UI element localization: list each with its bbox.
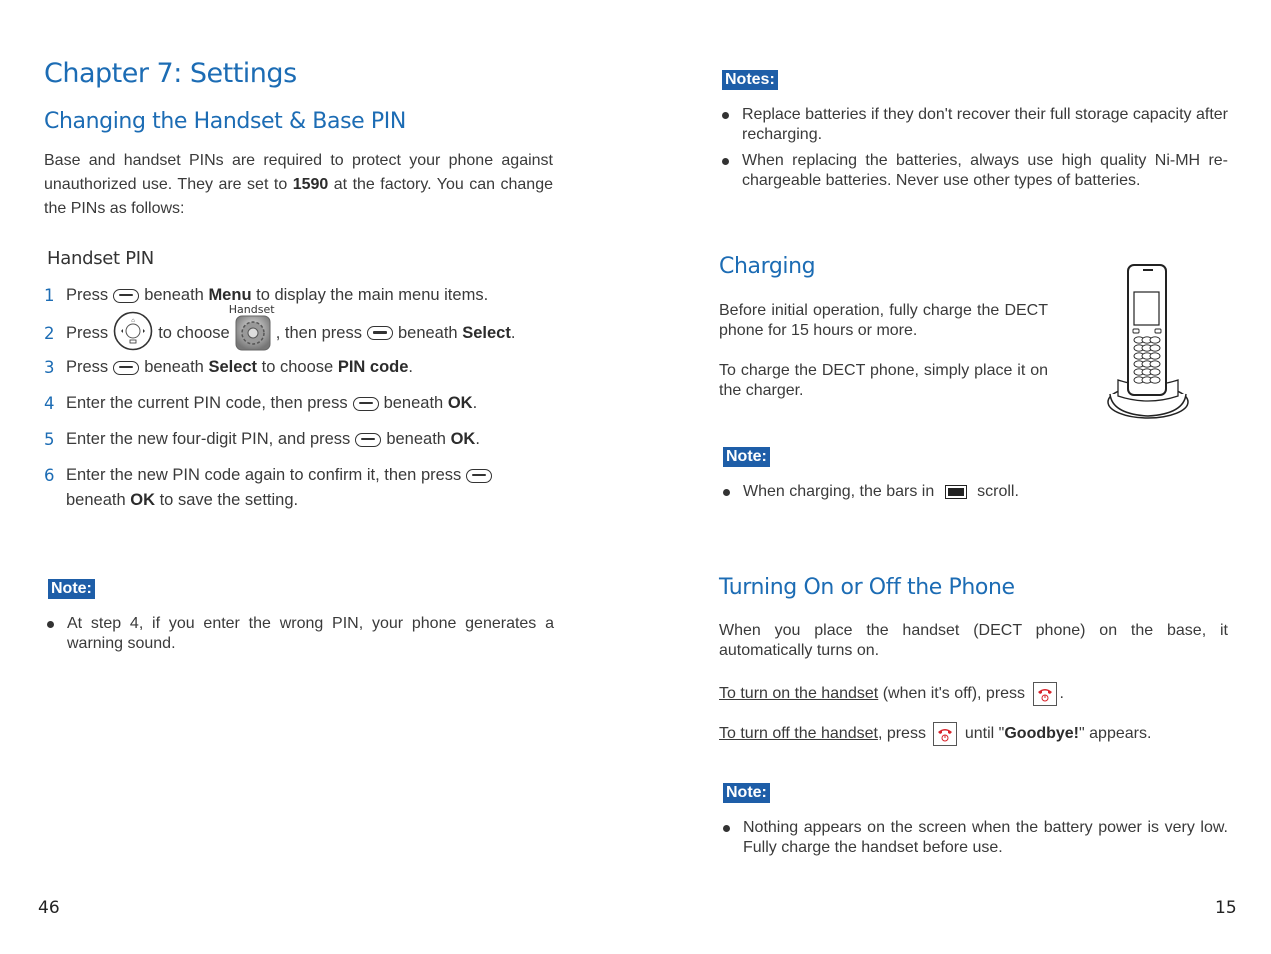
charging-note-badge: Note: xyxy=(723,447,770,467)
note-bullet: At step 4, if you enter the wrong PIN, your phone generates a warning sound. xyxy=(67,614,554,654)
svg-text:⌂: ⌂ xyxy=(131,317,135,324)
soft-key-icon xyxy=(353,397,379,411)
charging-note-bullet: When charging, the bars in scroll. xyxy=(743,482,1229,502)
battery-icon xyxy=(945,485,967,499)
charging-paragraph-2: To charge the DECT phone, simply place it on the charger. xyxy=(719,362,1048,399)
navigation-key-icon xyxy=(113,311,153,356)
notes-badge: Notes: xyxy=(722,70,778,90)
soft-key-icon xyxy=(466,469,492,483)
step-6-continued: beneath OK to save the setting. xyxy=(66,491,299,509)
step-number: 2 xyxy=(44,323,55,343)
section-title: Changing the Handset & Base PIN xyxy=(44,109,406,134)
handset-icon-label: Handset xyxy=(228,303,275,316)
step-3: 3 Press beneath Select to choose PIN code . xyxy=(44,358,414,377)
step-4: 4 Enter the current PIN code, then press beneath OK . xyxy=(44,394,478,413)
bullet-icon xyxy=(722,112,729,119)
bullet-icon xyxy=(722,158,729,165)
power-end-key-icon xyxy=(933,722,957,746)
phone-on-charger-image xyxy=(1104,262,1194,427)
right-page xyxy=(636,0,1271,954)
bullet-icon xyxy=(723,825,730,832)
charging-paragraph-1: Before initial operation, fully charge the DECT phone for 15 hours or more. xyxy=(719,302,1048,339)
bullet-icon xyxy=(723,489,730,496)
handset-settings-icon xyxy=(228,303,275,351)
soft-key-icon xyxy=(113,361,139,375)
power-paragraph: When you place the handset (DECT phone) on the base, it automatically turns on. xyxy=(719,622,1228,659)
turn-on-line: To turn on the handset (when it's off), press . xyxy=(719,682,1064,706)
intro-paragraph: Base and handset PINs are required to protect your phone against unauthorized use. They are set to 1590 at the factory. You can change the PINs as follows: xyxy=(44,152,554,217)
soft-key-icon xyxy=(113,289,139,303)
turn-on-link: To turn on the handset xyxy=(719,685,879,703)
note-bullet-1: Replace batteries if they don't recover their full storage capacity after recharging. xyxy=(742,105,1228,145)
power-note-badge: Note: xyxy=(723,783,770,803)
note-badge: Note: xyxy=(48,579,95,599)
step-number: 6 xyxy=(44,466,55,485)
soft-key-icon xyxy=(355,433,381,447)
note-bullet-2: When replacing the batteries, always use high quality Ni-MH re-chargeable batteries. Never use other types of batteries. xyxy=(742,151,1228,191)
step-1: 1 Press beneath Menu to display the main menu items. xyxy=(44,286,489,305)
step-2: 2 Press ⌂ to choose Handset , then press beneath Select . xyxy=(44,314,515,352)
chapter-title: Chapter 7: Settings xyxy=(44,58,297,89)
charging-title: Charging xyxy=(719,254,816,279)
step-number: 3 xyxy=(44,358,55,377)
factory-pin: 1590 xyxy=(292,176,329,193)
handset-pin-subheading: Handset PIN xyxy=(47,248,154,269)
page-number-right: 15 xyxy=(1215,898,1237,918)
page-number-left: 46 xyxy=(38,898,60,918)
turn-off-link: To turn off the handset xyxy=(719,725,878,743)
power-title: Turning On or Off the Phone xyxy=(719,575,1015,600)
bullet-icon xyxy=(47,621,54,628)
step-5: 5 Enter the new four-digit PIN, and press beneath OK . xyxy=(44,430,480,449)
soft-key-icon xyxy=(367,326,393,340)
power-end-key-icon xyxy=(1033,682,1057,706)
power-note-bullet: Nothing appears on the screen when the battery power is very low. Fully charge the handset before use. xyxy=(743,818,1228,858)
step-number: 5 xyxy=(44,430,55,449)
step-number: 4 xyxy=(44,394,55,413)
step-6: 6 Enter the new PIN code again to confirm it, then press xyxy=(44,466,497,485)
turn-off-line: To turn off the handset, press until "Goodbye!" appears. xyxy=(719,722,1151,746)
step-number: 1 xyxy=(44,286,55,305)
